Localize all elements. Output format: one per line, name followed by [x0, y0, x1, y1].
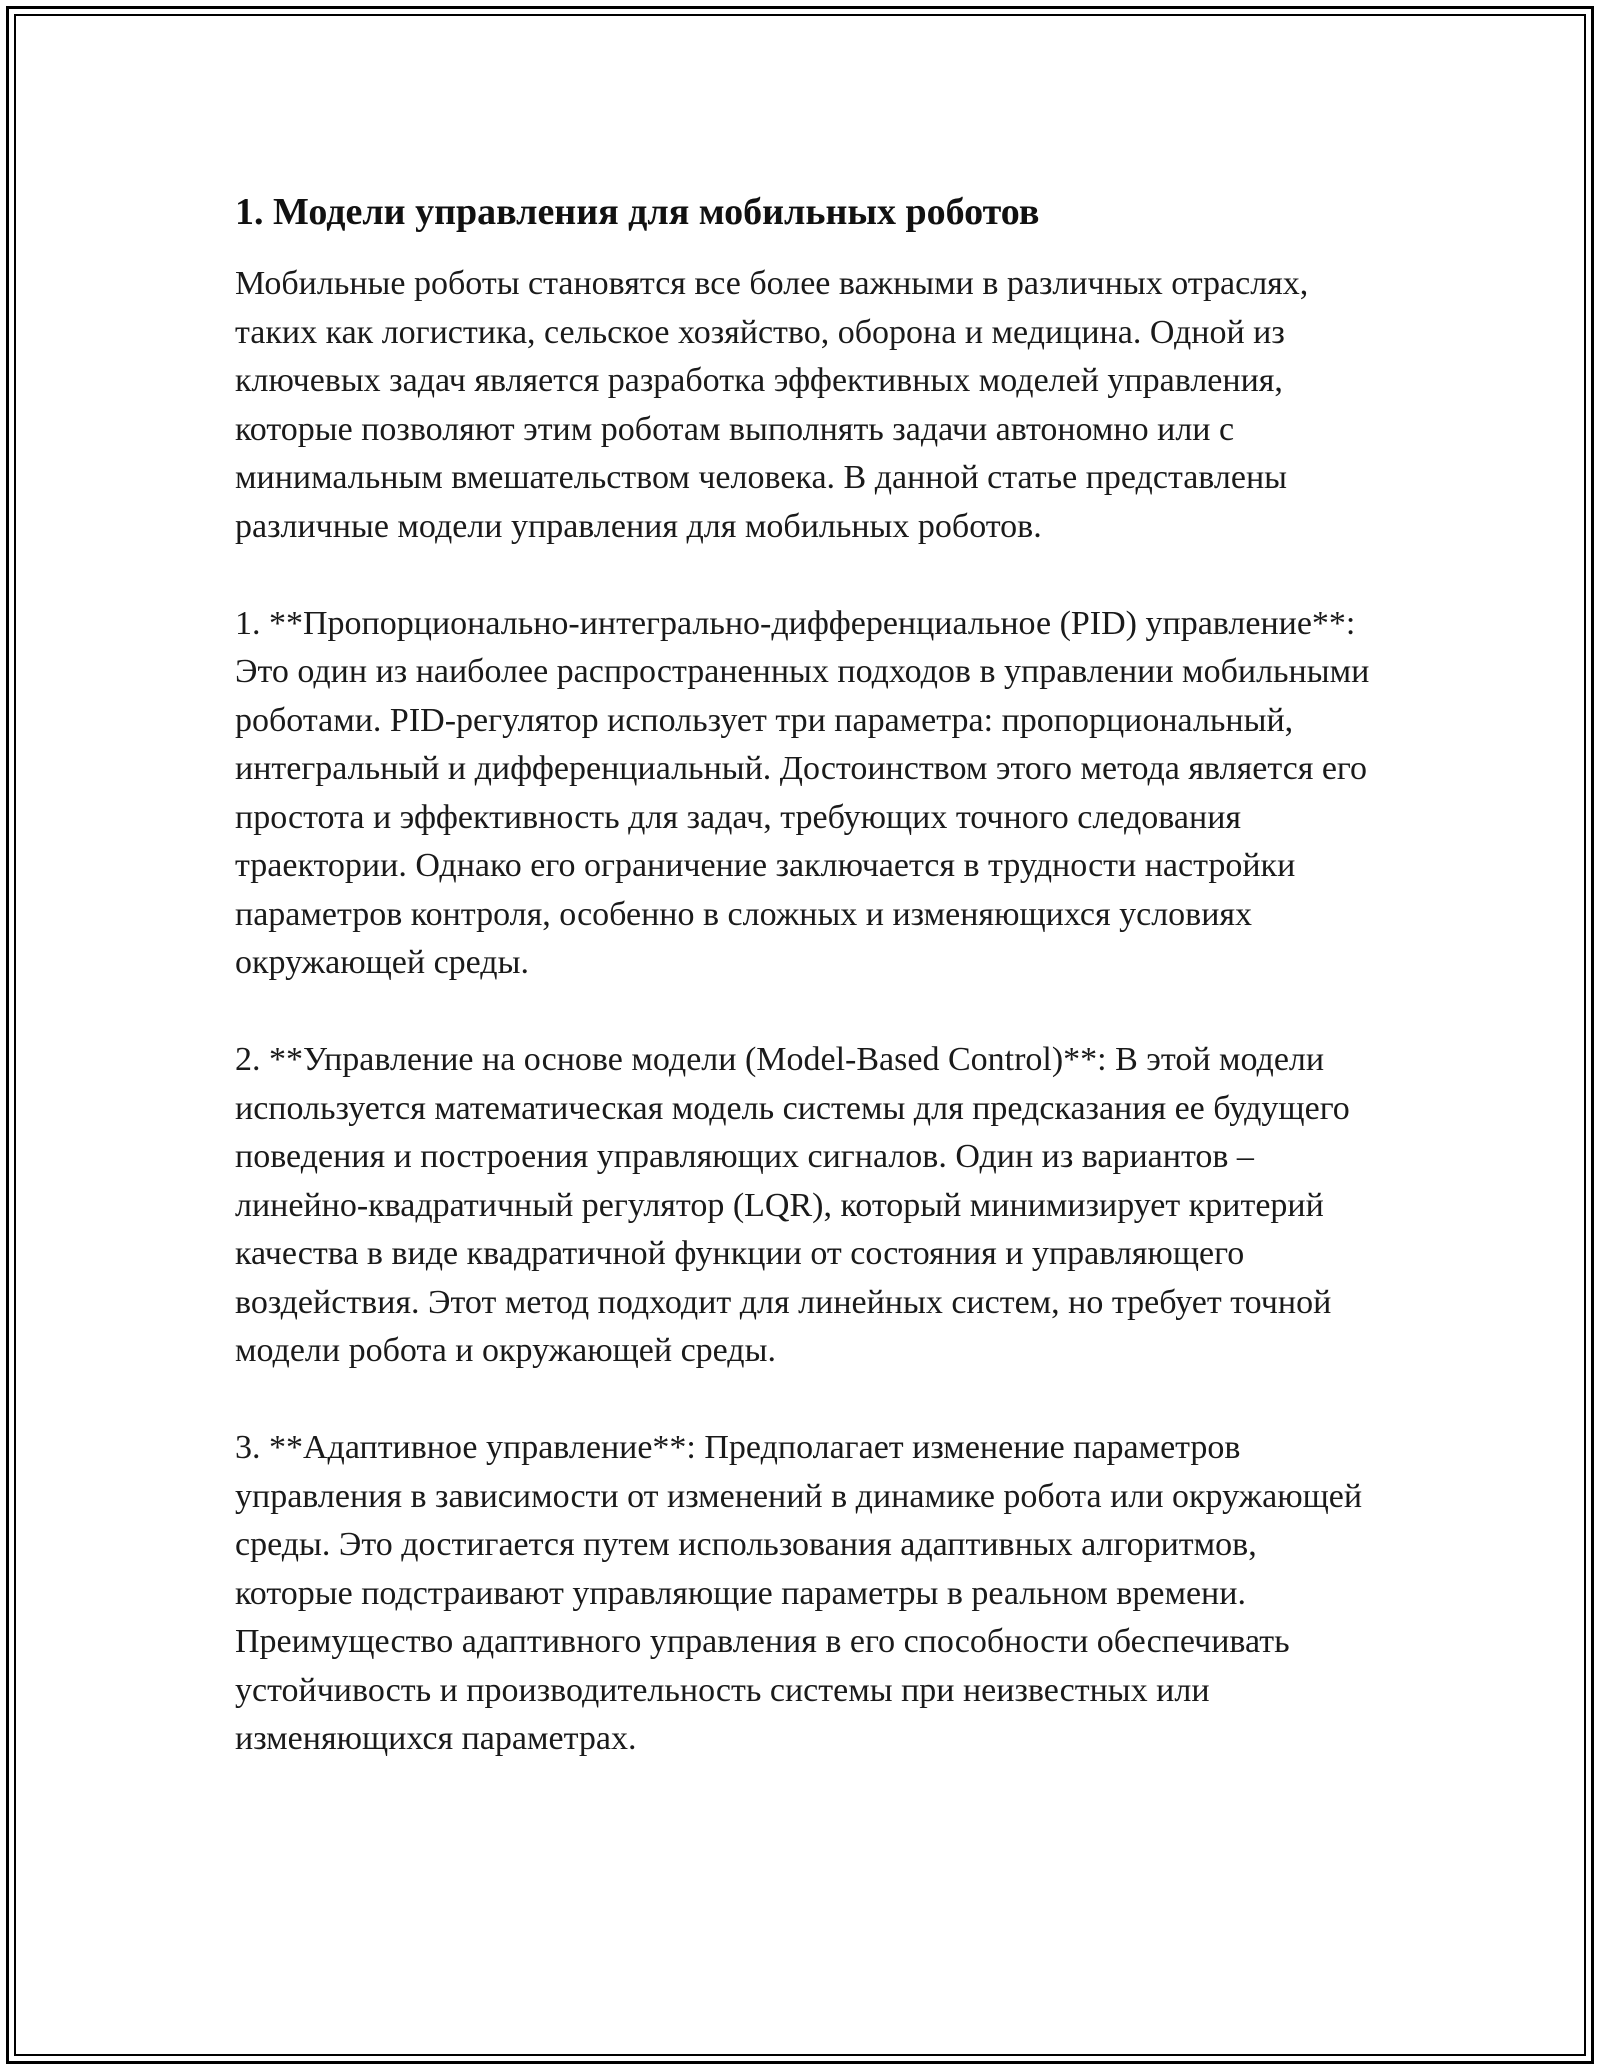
model-based-control-paragraph: 2. **Управление на основе модели (Model-Based Control)**: В этой модели используется математическая модель системы для предсказания ее будущего поведения и построения управляющих сигналов. Один из вариантов – линейно-квадратичный регулятор (LQR), который минимизирует критерий качества в виде квадратичной функции от состояния и управляющего воздействия. Этот метод подходит для линейных систем, но требует точной модели робота и окружающей среды.	[235, 1041, 1359, 1369]
pid-control-paragraph: 1. **Пропорционально-интегрально-дифференциальное (PID) управление**: Это один из наиболее распространенных подходов в управлении мобильными роботами. PID-регулятор использует три параметра: пропорциональный, интегральный и дифференциальный. Достоинством этого метода является его простота и эффективность для задач, требующих точного следования траектории. Однако его ограничение заключается в трудности настройки параметров контроля, особенно в сложных и изменяющихся условиях окружающей среды.	[235, 604, 1378, 981]
document-body	[235, 186, 1378, 1812]
adaptive-control-paragraph: 3. **Адаптивное управление**: Предполагает изменение параметров управления в зависимости от изменений в динамике робота или окружающей среды. Это достигается путем использования адаптивных алгоритмов, которые подстраивают управляющие параметры в реальном времени. Преимущество адаптивного управления в его способности обеспечивать устойчивость и производительность системы при неизвестных или изменяющихся параметрах.	[235, 1429, 1371, 1757]
section-heading: 1. Модели управления для мобильных роботов	[235, 191, 1040, 233]
intro-paragraph: Мобильные роботы становятся все более важными в различных отраслях, таких как логистика, сельское хозяйство, оборона и медицина. Одной из ключевых задач является разработка эффективных моделей управления, которые позволяют этим роботам выполнять задачи автономно или с минимальным вмешательством человека. В данной статье представлены различные модели управления для мобильных роботов.	[235, 265, 1317, 545]
